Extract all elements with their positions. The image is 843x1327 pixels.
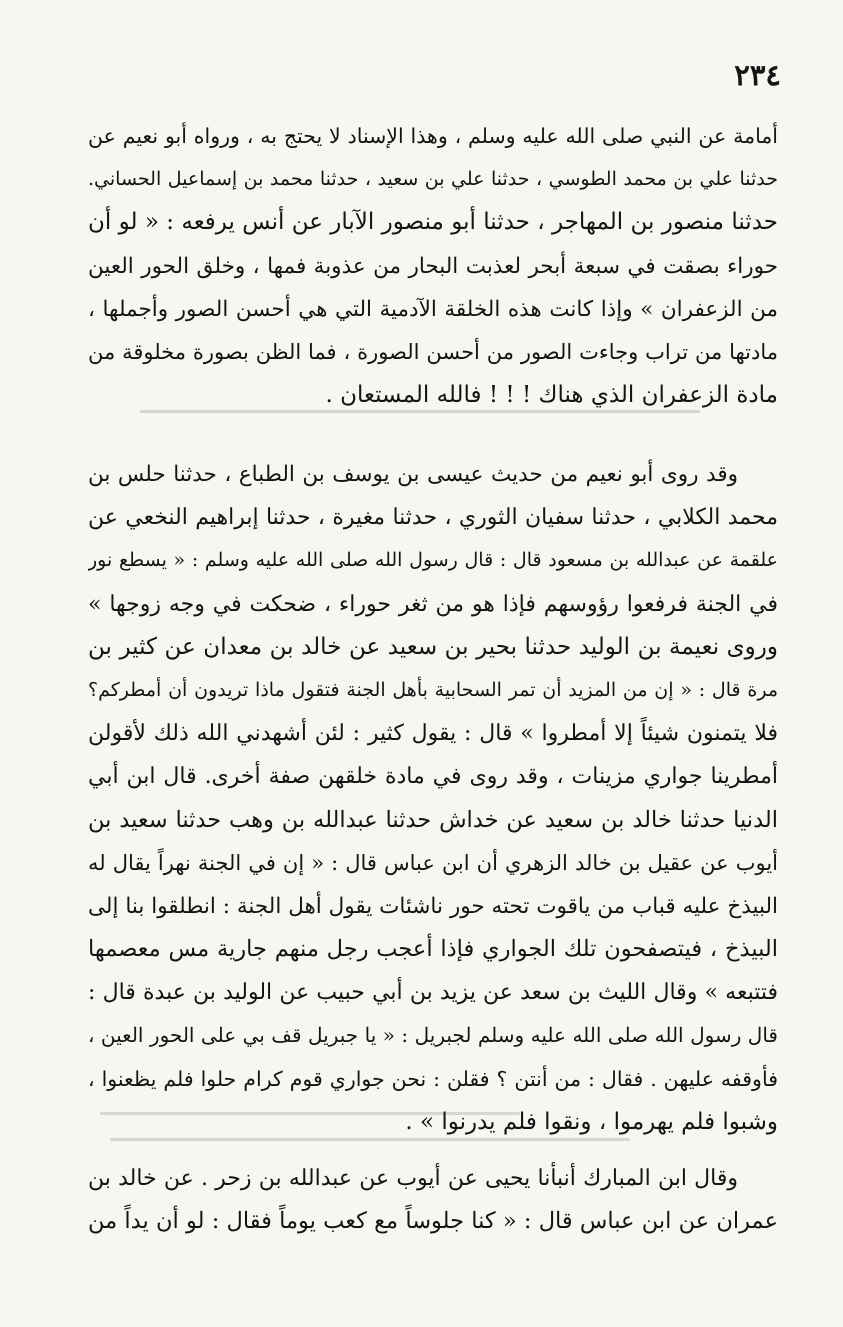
text-line: البيذخ ، فيتصفحون تلك الجواري فإذا أعجب رجل منهم جارية مس معصمها [88, 936, 778, 963]
text-line: في الجنة فرفعوا رؤوسهم فإذا هو من ثغر حوراء ، ضحكت في وجه زوجها » [88, 591, 778, 617]
text-line: حدثنا منصور بن المهاجر ، حدثنا أبو منصور الآبار عن أنس يرفعه : « لو أن [88, 209, 778, 236]
text-line: الدنيا حدثنا خالد بن سعيد عن خداش حدثنا عبدالله بن وهب حدثنا سعيد بن [88, 806, 778, 833]
text-line: فأوقفه عليهن . فقال : من أنتن ؟ فقلن : نحن جواري قوم كرام حلوا فلم يظعنوا ، [88, 1066, 778, 1091]
text-line: أمطرينا جواري مزينات ، وقد روى في مادة خلقهن صفة أخرى. قال ابن أبي [88, 764, 778, 790]
text-line: وقال ابن المبارك أنبأنا يحيى عن أيوب عن عبدالله بن زحر . عن خالد بن [88, 1166, 738, 1191]
paragraph-2 [88, 453, 778, 1144]
text-line: عمران عن ابن عباس قال : « كنا جلوساً مع كعب يوماً فقال : لو أن يداً من [88, 1208, 778, 1235]
text-line: محمد الكلابي ، حدثنا سفيان الثوري ، حدثنا مغيرة ، حدثنا إبراهيم النخعي عن [88, 505, 778, 531]
text-line: مادة الزعفران الذي هناك ! ! ! فالله المستعان . [325, 382, 778, 409]
text-line: أمامة عن النبي صلى الله عليه وسلم ، وهذا الإسناد لا يحتج به ، ورواه أبو نعيم عن [88, 124, 778, 148]
scan-noise [110, 1138, 630, 1141]
text-line: مرة قال : « إن من المزيد أن تمر السحابية بأهل الجنة فتقول ماذا تريدون أن أمطركم؟ [88, 678, 778, 701]
text-line: وروى نعيمة بن الوليد حدثنا بحير بن سعيد عن خالد بن معدان عن كثير بن [88, 633, 778, 660]
text-line: وقد روى أبو نعيم من حديث عيسى بن يوسف بن الطباع ، حدثنا حلس بن [88, 462, 738, 487]
paragraph-3 [88, 1157, 778, 1243]
text-line: فتتبعه » وقال الليث بن سعد عن يزيد بن أبي حبيب عن الوليد بن عبدة قال : [88, 980, 778, 1006]
text-line: فلا يتمنون شيئاً إلا أمطروا » قال : يقول كثير : لئن أشهدني الله ذلك لأقولن [88, 721, 778, 747]
paragraph-1 [88, 115, 778, 417]
page-number: ٢٣٤ [734, 58, 781, 92]
text-line: مادتها من تراب وجاءت الصور من أحسن الصورة ، فما الظن بصورة مخلوقة من [88, 339, 778, 364]
text-line: حدثنا علي بن محمد الطوسي ، حدثنا علي بن سعيد ، حدثنا محمد بن إسماعيل الحساني. [88, 168, 778, 191]
text-line: حوراء بصقت في سبعة أبحر لعذبت البحار من عذوبة فمها ، وخلق الحور العين [88, 253, 778, 279]
text-line: علقمة عن عبدالله بن مسعود قال : قال رسول الله صلى الله عليه وسلم : « يسطع نور [88, 549, 778, 572]
text-line: أيوب عن عقيل بن خالد الزهري أن ابن عباس قال : « إن في الجنة نهراً يقال له [88, 850, 778, 875]
text-line: من الزعفران » وإذا كانت هذه الخلقة الآدمية التي هي أحسن الصور وأجملها ، [88, 296, 778, 322]
scan-noise [100, 1112, 520, 1115]
text-line: البيذخ عليه قباب من ياقوت تحته حور ناشئات يقول أهل الجنة : انطلقوا بنا إلى [88, 893, 778, 919]
scan-noise [140, 410, 700, 413]
text-line: قال رسول الله صلى الله عليه وسلم لجبريل : « يا جبريل قف بي على الحور العين ، [88, 1023, 778, 1048]
text-line: وشبوا فلم يهرموا ، ونقوا فلم يدرنوا » . [405, 1108, 778, 1135]
